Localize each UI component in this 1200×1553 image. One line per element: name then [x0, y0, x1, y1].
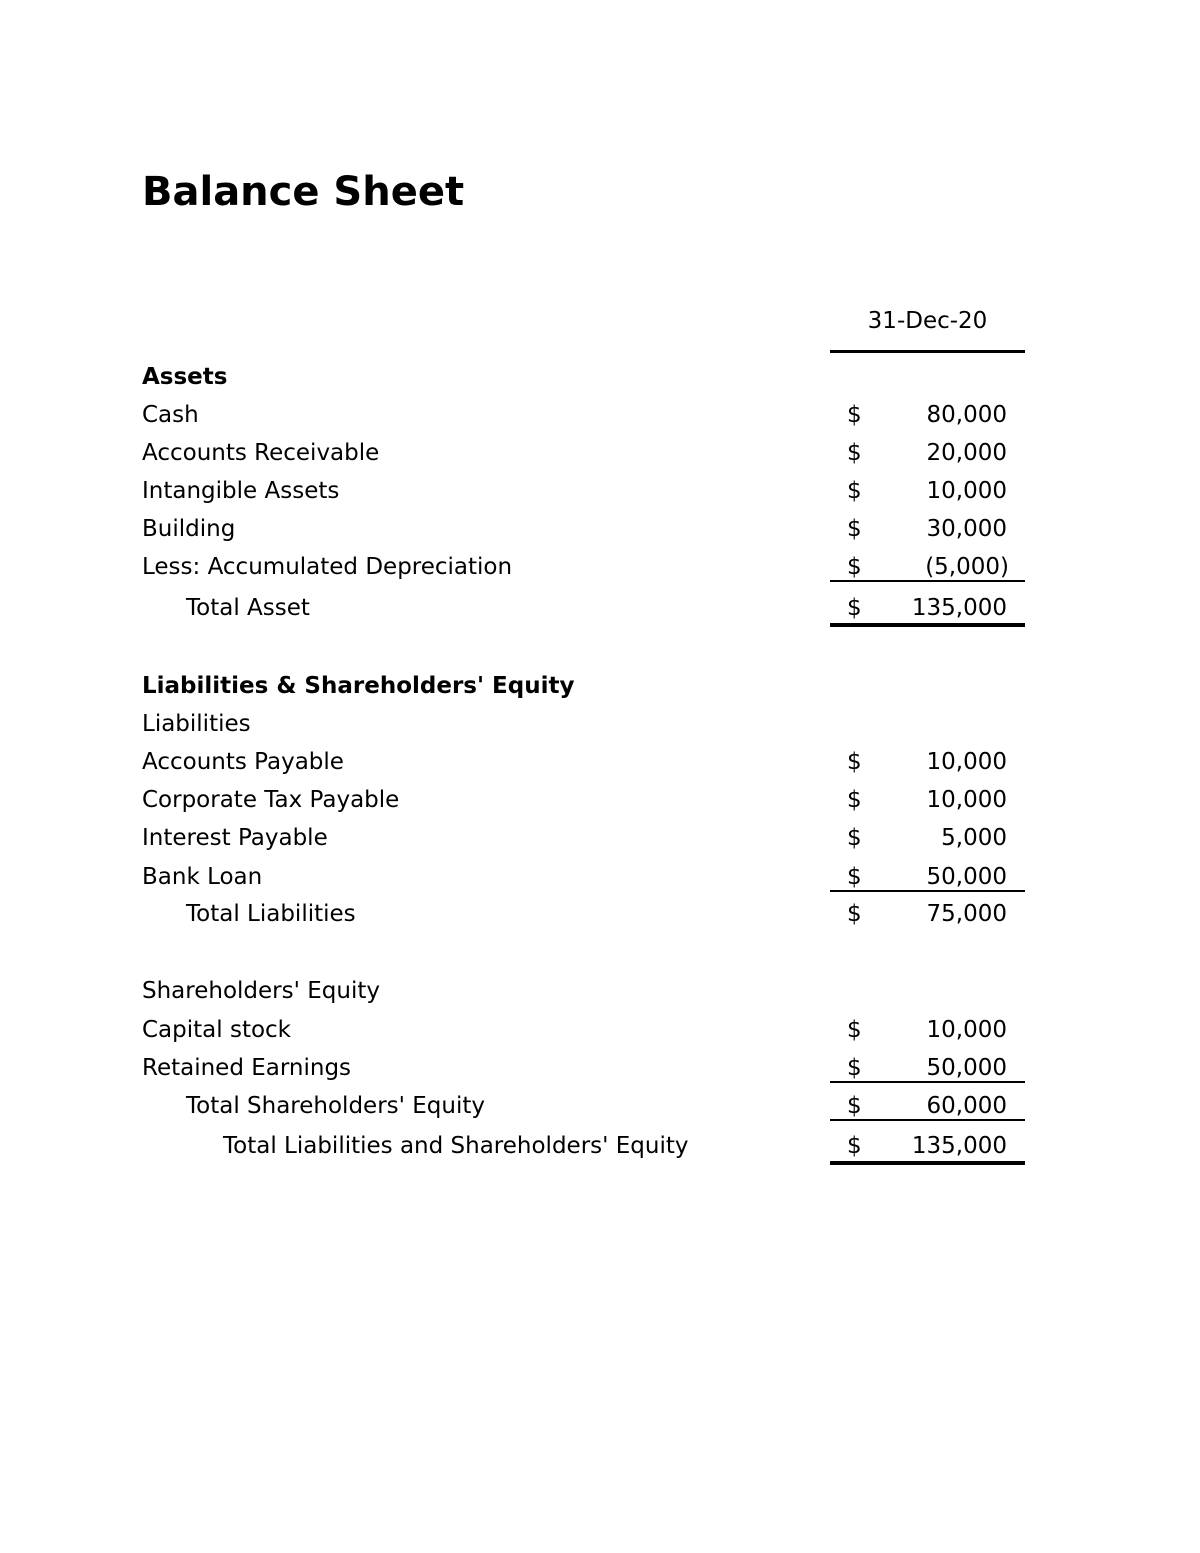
assets-heading-row	[0, 362, 1200, 392]
subtotal-rule	[830, 1081, 1025, 1083]
row-label: Corporate Tax Payable	[142, 787, 400, 813]
table-row	[0, 514, 1200, 544]
subtotal-rule	[830, 890, 1025, 892]
liabilities-equity-heading-row	[0, 671, 1200, 701]
row-value: 10,000	[926, 787, 1007, 813]
row-label: Accounts Receivable	[142, 440, 380, 466]
table-row	[0, 1015, 1200, 1045]
total-value: 135,000	[911, 595, 1007, 621]
currency-symbol: $	[847, 554, 862, 580]
grand-total-row	[0, 1131, 1200, 1161]
row-label: Building	[142, 516, 236, 542]
table-row	[0, 552, 1200, 582]
section-heading: Assets	[142, 364, 228, 390]
currency-symbol: $	[847, 440, 862, 466]
total-value: 60,000	[926, 1093, 1007, 1119]
header-underline	[830, 350, 1025, 353]
subsection-heading: Liabilities	[142, 711, 251, 737]
row-value: 50,000	[926, 1055, 1007, 1081]
currency-symbol: $	[847, 1093, 862, 1119]
row-label: Retained Earnings	[142, 1055, 352, 1081]
table-row	[0, 438, 1200, 468]
subtotal-rule	[830, 580, 1025, 582]
liabilities-subheading-row	[0, 709, 1200, 739]
row-label: Accounts Payable	[142, 749, 344, 775]
total-row	[0, 1091, 1200, 1121]
row-value: 20,000	[926, 440, 1007, 466]
date-column-header: 31-Dec-20	[867, 308, 988, 334]
grand-total-label: Total Liabilities and Shareholders' Equity	[223, 1133, 689, 1159]
row-label: Cash	[142, 402, 199, 428]
currency-symbol: $	[847, 901, 862, 927]
section-heading: Liabilities & Shareholders' Equity	[142, 673, 575, 699]
currency-symbol: $	[847, 516, 862, 542]
page-title: Balance Sheet	[142, 169, 465, 215]
currency-symbol: $	[847, 787, 862, 813]
currency-symbol: $	[847, 825, 862, 851]
currency-symbol: $	[847, 864, 862, 890]
row-value: 10,000	[926, 478, 1007, 504]
table-row	[0, 400, 1200, 430]
row-label: Interest Payable	[142, 825, 328, 851]
subsection-heading: Shareholders' Equity	[142, 978, 380, 1004]
table-row	[0, 476, 1200, 506]
table-row	[0, 823, 1200, 853]
equity-subheading-row	[0, 976, 1200, 1006]
subtotal-rule	[830, 1119, 1025, 1121]
total-label: Total Shareholders' Equity	[186, 1093, 485, 1119]
table-row	[0, 785, 1200, 815]
row-value: 30,000	[926, 516, 1007, 542]
row-value: 80,000	[926, 402, 1007, 428]
grand-total-rule	[830, 1161, 1025, 1165]
total-row	[0, 899, 1200, 929]
row-value: 50,000	[926, 864, 1007, 890]
currency-symbol: $	[847, 595, 862, 621]
grand-total-value: 135,000	[911, 1133, 1007, 1159]
row-label: Less: Accumulated Depreciation	[142, 554, 513, 580]
row-label: Bank Loan	[142, 864, 263, 890]
row-label: Intangible Assets	[142, 478, 340, 504]
total-row	[0, 593, 1200, 623]
total-rule	[830, 623, 1025, 627]
table-row	[0, 1053, 1200, 1083]
currency-symbol: $	[847, 402, 862, 428]
currency-symbol: $	[847, 1055, 862, 1081]
table-row	[0, 747, 1200, 777]
row-value: 5,000	[941, 825, 1007, 851]
row-label: Capital stock	[142, 1017, 291, 1043]
currency-symbol: $	[847, 1133, 862, 1159]
row-value: 10,000	[926, 749, 1007, 775]
table-row	[0, 862, 1200, 892]
currency-symbol: $	[847, 478, 862, 504]
row-value: (5,000)	[925, 554, 1009, 580]
total-label: Total Asset	[186, 595, 310, 621]
total-label: Total Liabilities	[186, 901, 356, 927]
row-value: 10,000	[926, 1017, 1007, 1043]
currency-symbol: $	[847, 749, 862, 775]
currency-symbol: $	[847, 1017, 862, 1043]
total-value: 75,000	[926, 901, 1007, 927]
